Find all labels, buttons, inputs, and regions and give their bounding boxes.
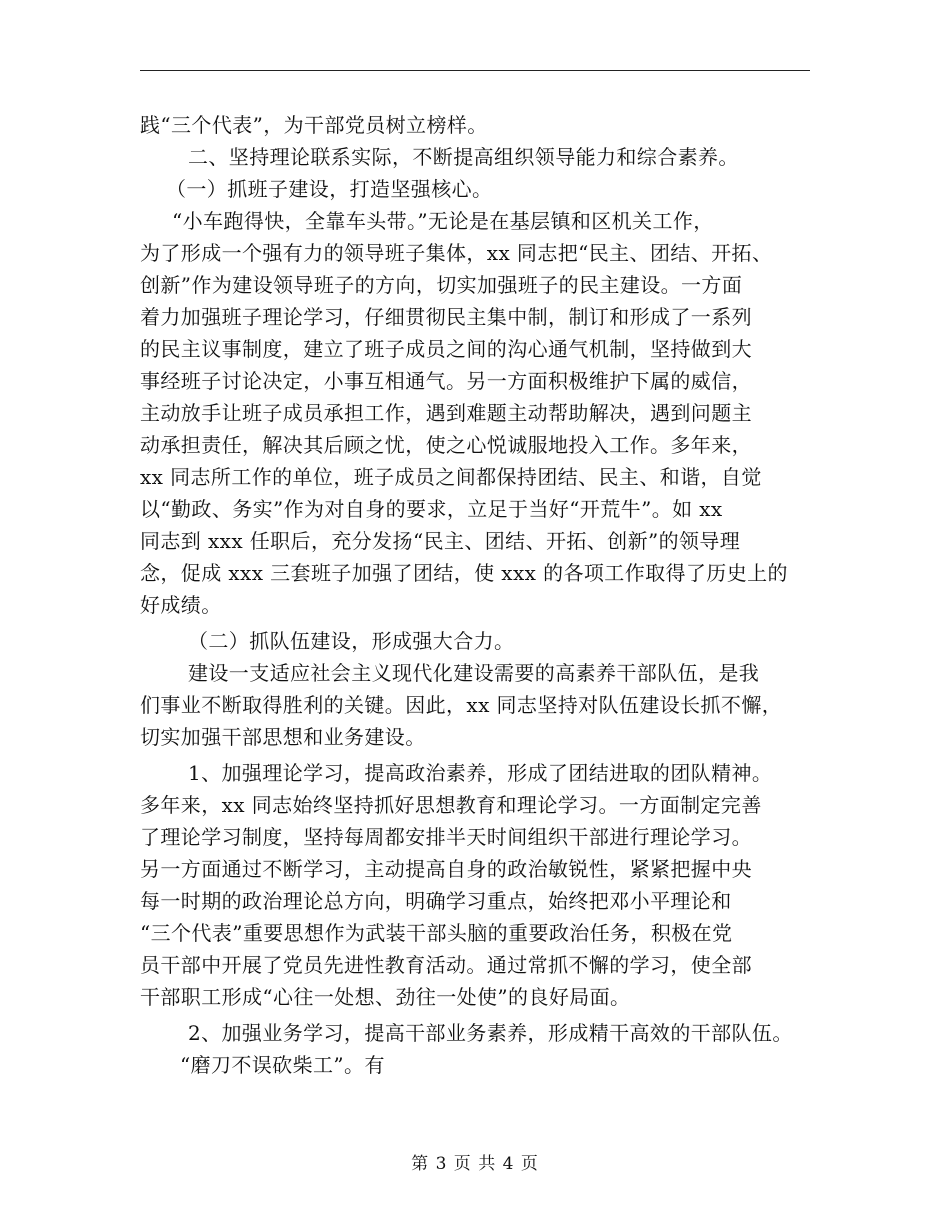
- text-line: “磨刀不误砍柴工”。有: [180, 1053, 385, 1077]
- text-line: 多年来，xx 同志始终坚持抓好思想教育和理论学习。一方面制定完善: [140, 793, 762, 817]
- text-line: 事经班子讨论决定，小事互相通气。另一方面积极维护下属的威信，: [140, 369, 752, 393]
- text-line: 每一时期的政治理论总方向，明确学习重点，始终把邓小平理论和: [140, 889, 732, 913]
- text-line: 们事业不断取得胜利的关键。因此，xx 同志坚持对队伍建设长抓不懈，: [140, 693, 783, 717]
- subsection-heading: （一）抓班子建设，打造坚强核心。: [166, 177, 493, 201]
- text-line: 好成绩。: [140, 593, 222, 617]
- text-line: 以“勤政、务实”作为对自身的要求，立足于当好“开荒牛”。如 xx: [140, 497, 723, 521]
- numbered-heading: 2、加强业务学习，提高干部业务素养，形成精干高效的干部队伍。: [188, 1021, 793, 1045]
- text-line: “小车跑得快，全靠车头带。”无论是在基层镇和区机关工作，: [172, 209, 714, 233]
- text-line: 践“三个代表”，为干部党员树立榜样。: [140, 113, 488, 137]
- numbered-heading: 1、加强理论学习，提高政治素养，形成了团结进取的团队精神。: [188, 761, 773, 785]
- text-line: 念，促成 xxx 三套班子加强了团结，使 xxx 的各项工作取得了历史上的: [140, 561, 788, 585]
- text-line: “三个代表”重要思想作为武装干部头脑的重要政治任务，积极在党: [140, 921, 733, 945]
- text-line: 为了形成一个强有力的领导班子集体，xx 同志把“民主、团结、开拓、: [140, 241, 773, 265]
- text-line: 另一方面通过不断学习，主动提高自身的政治敏锐性，紧紧把握中央: [140, 857, 752, 881]
- text-line: 着力加强班子理论学习，仔细贯彻民主集中制，制订和形成了一系列: [140, 305, 752, 329]
- text-line: 创新”作为建设领导班子的方向，切实加强班子的民主建设。一方面: [140, 273, 743, 297]
- text-line: 同志到 xxx 任职后，充分发扬“民主、团结、开拓、创新”的领导理: [140, 529, 741, 553]
- text-line: 了理论学习制度，坚持每周都安排半天时间组织干部进行理论学习。: [140, 825, 752, 849]
- text-line: xx 同志所工作的单位，班子成员之间都保持团结、民主、和谐，自觉: [140, 465, 762, 489]
- text-line: 员干部中开展了党员先进性教育活动。通过常抓不懈的学习，使全部: [140, 953, 752, 977]
- section-heading: 二、坚持理论联系实际，不断提高组织领导能力和综合素养。: [188, 145, 739, 169]
- text-line: 切实加强干部思想和业务建设。: [140, 725, 426, 749]
- text-line: 干部职工形成“心往一处想、劲往一处使”的良好局面。: [140, 985, 631, 1009]
- page-number-footer: 第 3 页 共 4 页: [411, 1154, 539, 1174]
- subsection-heading: （二）抓队伍建设，形成强大合力。: [188, 629, 515, 653]
- text-line: 的民主议事制度，建立了班子成员之间的沟心通气机制，坚持做到大: [140, 337, 752, 361]
- text-line: 动承担责任，解决其后顾之忧，使之心悦诚服地投入工作。多年来，: [140, 433, 752, 457]
- text-line: 主动放手让班子成员承担工作，遇到难题主动帮助解决，遇到问题主: [140, 401, 752, 425]
- text-line: 建设一支适应社会主义现代化建设需要的高素养干部队伍，是我: [188, 661, 760, 685]
